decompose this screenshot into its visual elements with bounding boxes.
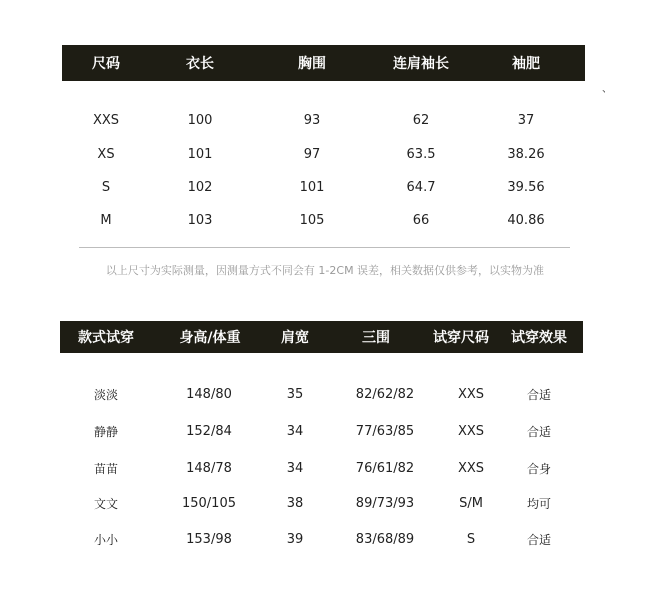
sleeve-length-cell: 63.5: [406, 147, 436, 162]
divider-line: [79, 247, 570, 248]
bust-cell: 97: [303, 147, 321, 162]
shoulder-cell: 39: [286, 532, 304, 547]
length-cell: 100: [187, 113, 213, 128]
height-weight-cell: 148/80: [186, 387, 232, 402]
size-header-cell: 衣长: [186, 56, 214, 72]
fit-size-cell: S/M: [459, 496, 483, 511]
fit-table-row: [0, 422, 650, 442]
fit-header-cell: 三围: [362, 330, 390, 346]
size-table-row: [0, 145, 650, 165]
fit-header-cell: 试穿尺码: [433, 330, 489, 346]
height-weight-cell: 152/84: [186, 424, 232, 439]
fit-result-cell: 合适: [526, 425, 552, 439]
size-cell: XXS: [92, 113, 120, 128]
sleeve-width-cell: 37: [517, 113, 535, 128]
fit-header-cell: 身高/体重: [179, 330, 241, 346]
model-name-cell: 静静: [93, 425, 119, 439]
size-table-row: [0, 211, 650, 231]
bust-cell: 105: [299, 213, 325, 228]
fit-size-cell: XXS: [457, 461, 485, 476]
fit-table-header: [60, 321, 583, 353]
fit-size-cell: XXS: [457, 424, 485, 439]
shoulder-cell: 35: [286, 387, 304, 402]
fit-size-cell: XXS: [457, 387, 485, 402]
size-cell: S: [101, 180, 111, 195]
measurements-cell: 82/62/82: [355, 387, 415, 402]
length-cell: 103: [187, 213, 213, 228]
bust-cell: 93: [303, 113, 321, 128]
fit-header-cell: 试穿效果: [511, 330, 567, 346]
fit-table-row: [0, 385, 650, 405]
fit-result-cell: 均可: [526, 497, 552, 511]
fit-table-row: [0, 530, 650, 550]
model-name-cell: 小小: [93, 533, 119, 547]
measurements-cell: 76/61/82: [355, 461, 415, 476]
model-name-cell: 苗苗: [93, 462, 119, 476]
model-name-cell: 文文: [93, 497, 119, 511]
size-cell: M: [100, 213, 112, 228]
model-name-cell: 淡淡: [93, 388, 119, 402]
sleeve-width-cell: 39.56: [507, 180, 545, 195]
size-table-row: [0, 111, 650, 131]
fit-table-row: [0, 494, 650, 514]
size-cell: XS: [97, 147, 115, 162]
fit-result-cell: 合适: [526, 388, 552, 402]
length-cell: 101: [187, 147, 213, 162]
fit-table-row: [0, 459, 650, 479]
measurements-cell: 89/73/93: [355, 496, 415, 511]
fit-result-cell: 合身: [526, 462, 552, 476]
fit-header-cell: 肩宽: [281, 330, 309, 346]
fit-header-cell: 款式试穿: [78, 330, 134, 346]
bust-cell: 101: [299, 180, 325, 195]
sleeve-width-cell: 38.26: [507, 147, 545, 162]
size-header-cell: 连肩袖长: [393, 56, 449, 72]
shoulder-cell: 34: [286, 424, 304, 439]
sleeve-length-cell: 64.7: [406, 180, 436, 195]
fit-result-cell: 合适: [526, 533, 552, 547]
size-header-cell: 胸围: [298, 56, 326, 72]
measurements-cell: 83/68/89: [355, 532, 415, 547]
measurement-note: 以上尺寸为实际测量，因测量方式不同会有 1-2CM 误差，相关数据仅供参考，以实物为准: [105, 264, 545, 277]
shoulder-cell: 38: [286, 496, 304, 511]
height-weight-cell: 153/98: [186, 532, 232, 547]
fit-size-cell: S: [466, 532, 476, 547]
sleeve-width-cell: 40.86: [507, 213, 545, 228]
length-cell: 102: [187, 180, 213, 195]
size-header-cell: 袖肥: [512, 56, 540, 72]
size-header-cell: 尺码: [92, 56, 120, 72]
shoulder-cell: 34: [286, 461, 304, 476]
size-table-row: [0, 178, 650, 198]
sleeve-length-cell: 62: [412, 113, 430, 128]
corner-mark: 、: [602, 84, 612, 95]
sleeve-length-cell: 66: [412, 213, 430, 228]
size-table-header: [62, 45, 585, 81]
measurements-cell: 77/63/85: [355, 424, 415, 439]
height-weight-cell: 148/78: [186, 461, 232, 476]
height-weight-cell: 150/105: [181, 496, 237, 511]
